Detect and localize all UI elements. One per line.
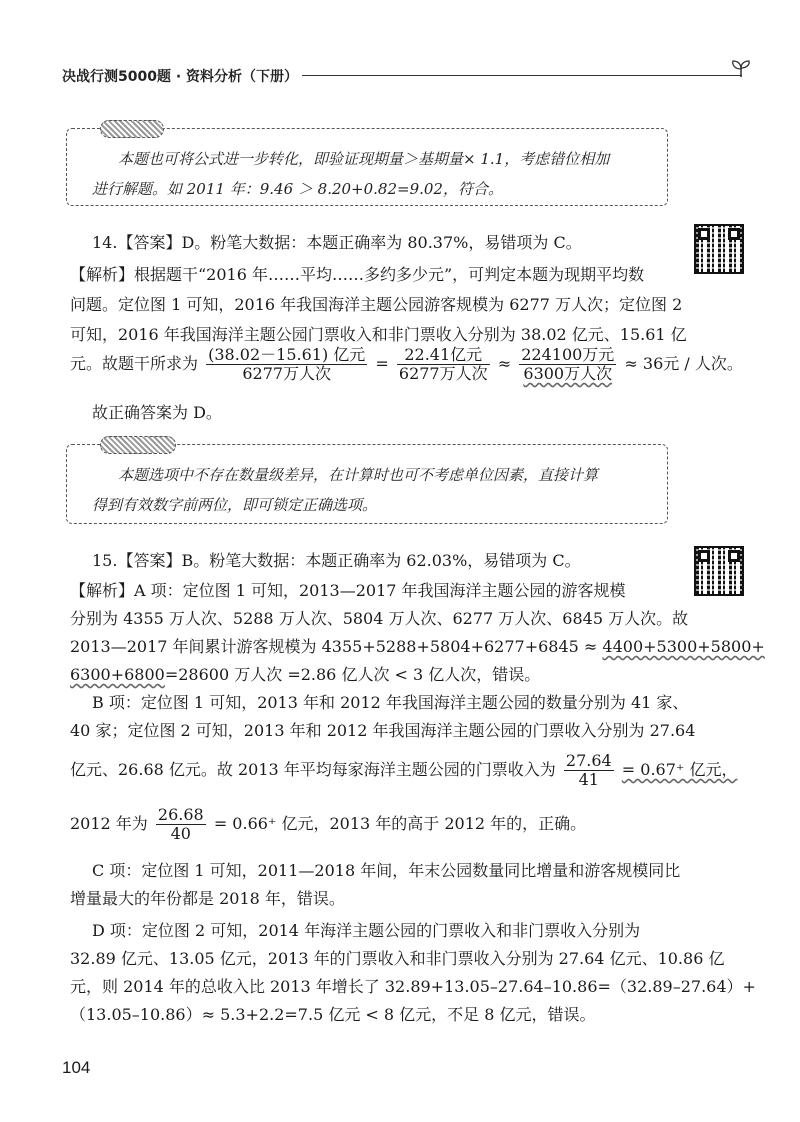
q14-line-2: 问题。定位图 1 可知，2016 年我国海洋主题公园游客规模为 6277 万人次；定位图 2 xyxy=(70,295,683,314)
header-rule xyxy=(302,75,742,76)
fraction-2-den: 6277万人次 xyxy=(398,364,488,383)
fraction-b3 xyxy=(564,752,614,789)
tip1-line-1: 本题也可将公式进一步转化，即验证现期量＞基期量× 1.1，考虑错位相加 xyxy=(118,150,610,168)
q15-a3-text: 2013—2017 年间累计游客规模为 4355+5288+5804+6277+6845 ≈ xyxy=(70,637,603,656)
q15-c-line-2: 增量最大的年份都是 2018 年，错误。 xyxy=(70,889,345,908)
q15-a-line-3 xyxy=(70,634,765,657)
q15-answer: 15.【答案】B。粉笔大数据：本题正确率为 62.03%，易错项为 C。 xyxy=(92,551,581,570)
fraction-3 xyxy=(519,346,616,383)
fraction-2 xyxy=(397,346,490,383)
q15-b4-text: 2012 年为 xyxy=(70,814,148,833)
q15-a4-text: =28600 万人次 =2.86 亿人次 < 3 亿人次，错误。 xyxy=(164,665,541,684)
fraction-1-den: 6277万人次 xyxy=(242,364,332,383)
q15-b3-result: = 0.67⁺ 亿元， xyxy=(621,760,738,779)
q15-b3-text: 亿元、26.68 亿元。故 2013 年平均每家海洋主题公园的门票收入为 xyxy=(70,760,556,779)
formula-approx: ≈ xyxy=(497,354,512,373)
fraction-b3-den: 41 xyxy=(578,770,599,789)
formula-suffix: ≈ 36元 / 人次。 xyxy=(624,354,743,373)
q15-d-line-2: 32.89 亿元、13.05 亿元，2013 年的门票收入和非门票收入分别为 27.64 亿元、10.86 亿 xyxy=(70,949,725,968)
qr-code-q14[interactable] xyxy=(694,224,744,274)
fraction-b4 xyxy=(156,806,206,843)
formula-prefix: 元。故题干所求为 xyxy=(70,354,199,373)
q15-b-line-2: 40 家；定位图 2 可知，2013 年和 2012 年我国海洋主题公园的门票收入分别为 27.64 xyxy=(70,721,696,740)
q14-answer: 14.【答案】D。粉笔大数据：本题正确率为 80.37%，易错项为 C。 xyxy=(92,233,582,252)
fraction-3-den: 6300万人次 xyxy=(523,364,613,383)
tip2-line-2: 得到有效数字前两位，即可锁定正确选项。 xyxy=(92,496,378,514)
fraction-b4-num: 26.68 xyxy=(157,805,204,824)
tip-label-badge-2 xyxy=(100,436,176,454)
formula-eq: = xyxy=(375,354,389,373)
sprout-icon xyxy=(730,58,752,78)
q15-c-line-1: C 项：定位图 1 可知，2011—2018 年间，年末公园数量同比增量和游客规模同比 xyxy=(92,861,681,880)
q15-d-line-1: D 项：定位图 2 可知，2014 年海洋主题公园的门票收入和非门票收入分别为 xyxy=(92,921,641,940)
q14-line-1: 【解析】根据题干“2016 年……平均……多约多少元”，可判定本题为现期平均数 xyxy=(70,265,645,284)
fraction-2-num: 22.41亿元 xyxy=(397,346,490,365)
q15-b-line-1: B 项：定位图 1 可知，2013 年和 2012 年我国海洋主题公园的数量分别为 41 家、 xyxy=(92,693,689,712)
fraction-1-num: (38.02－15.61) 亿元 xyxy=(208,345,366,364)
fraction-3-num: 224100万元 xyxy=(521,345,615,364)
fraction-1 xyxy=(206,346,367,383)
page-number: 104 xyxy=(62,1058,91,1077)
tip2-line-1: 本题选项中不存在数量级差异，在计算时也可不考虑单位因素，直接计算 xyxy=(118,466,599,484)
tip1-line-2: 进行解题。如 2011 年：9.46 ＞ 8.20+0.82=9.02，符合。 xyxy=(92,180,503,198)
q15-a-line-4 xyxy=(70,662,540,685)
qr-code-q15[interactable] xyxy=(694,546,744,596)
q15-a-line-1: 【解析】A 项：定位图 1 可知，2013—2017 年我国海洋主题公园的游客规模 xyxy=(70,581,626,600)
q15-d-line-4: （13.05–10.86）≈ 5.3+2.2=7.5 亿元 < 8 亿元，不足 8 亿元，错误。 xyxy=(70,1005,596,1024)
q14-conclusion: 故正确答案为 D。 xyxy=(92,403,222,422)
q15-a-line-2: 分别为 4355 万人次、5288 万人次、5804 万人次、6277 万人次、6845 万人次。故 xyxy=(70,609,689,628)
q14-line-3: 可知，2016 年我国海洋主题公园门票收入和非门票收入分别为 38.02 亿元、15.61 亿 xyxy=(70,325,687,344)
tip-label-badge xyxy=(100,120,164,138)
fraction-b3-num: 27.64 xyxy=(565,751,612,770)
q15-d-line-3: 元，则 2014 年的总收入比 2013 年增长了 32.89+13.05–27.64–10.86=（32.89–27.64）+ xyxy=(70,977,756,996)
q15-b4-result: = 0.66⁺ 亿元，2013 年的高于 2012 年的，正确。 xyxy=(213,814,587,833)
q15-a4-wavy: 6300+6800 xyxy=(70,665,165,684)
q14-formula xyxy=(70,346,743,383)
q15-b-line-3 xyxy=(70,752,737,789)
fraction-b4-den: 40 xyxy=(170,824,191,843)
q15-a3-wavy: 4400+5300+5800+ xyxy=(602,637,765,656)
book-title: 决战行测5000题 · 资料分析（下册） xyxy=(62,69,299,85)
q15-b-line-4 xyxy=(70,806,586,843)
